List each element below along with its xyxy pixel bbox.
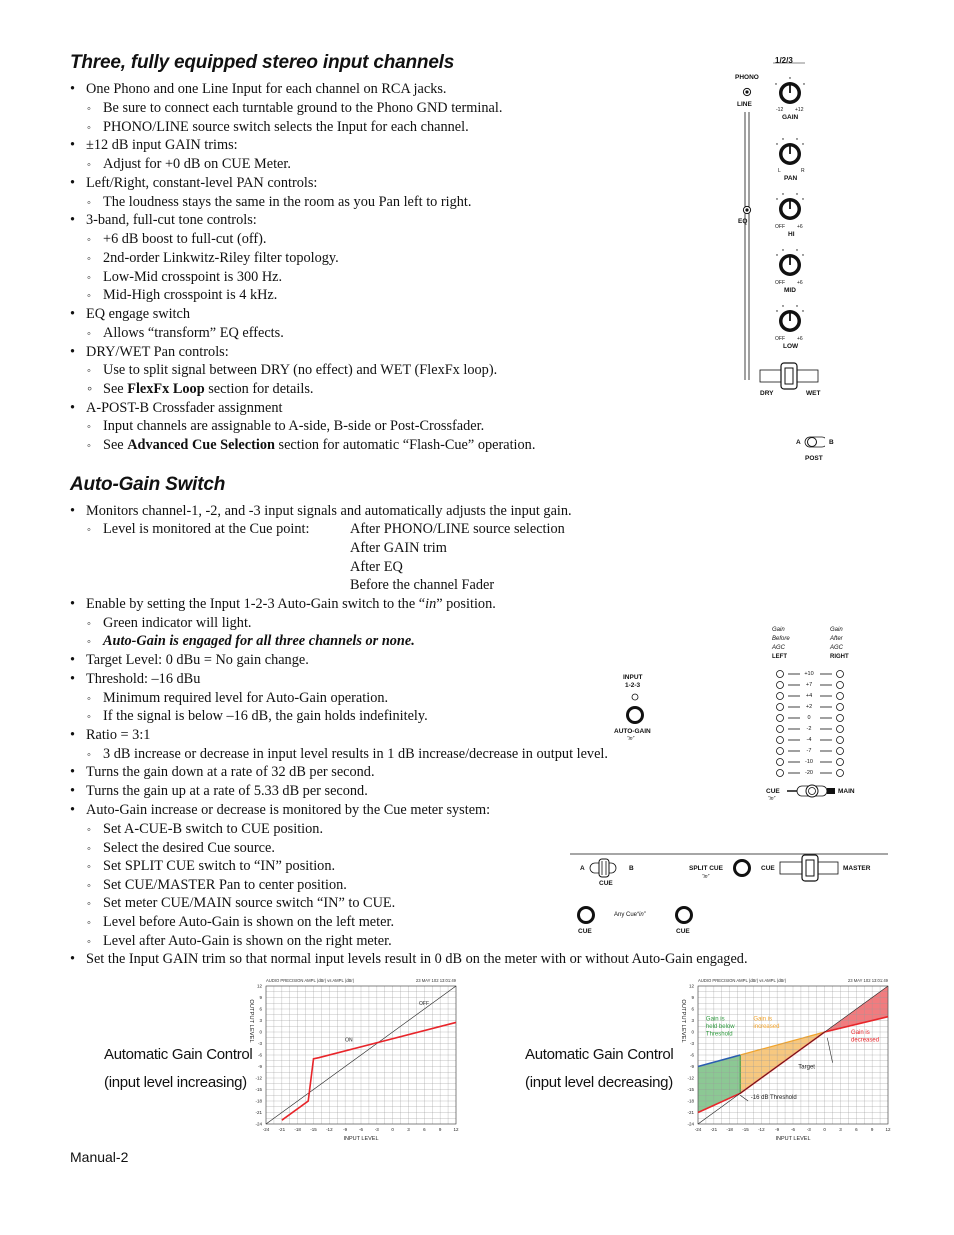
below-line: ◦ If the signal is below –16 dB, the gain holds indefinitely. bbox=[87, 708, 428, 724]
low-off-label: OFF bbox=[775, 336, 785, 342]
y-tick-label: 0 bbox=[691, 1029, 694, 1035]
left-meter-led bbox=[777, 671, 784, 678]
hi-label: HI bbox=[788, 231, 795, 238]
meter-scale-label: 0 bbox=[807, 715, 811, 721]
page-footer: Manual-2 bbox=[70, 1149, 129, 1165]
level-monitored-line: ◦ Level is monitored at the Cue point: bbox=[87, 521, 310, 537]
x-axis-label: INPUT LEVEL bbox=[343, 1136, 379, 1142]
x-tick-label: -21 bbox=[710, 1127, 718, 1132]
y-tick-label: -21 bbox=[687, 1110, 694, 1115]
meter-heading-word: AGC bbox=[830, 645, 844, 651]
right-meter-led bbox=[837, 693, 844, 700]
meter-heading-word: LEFT bbox=[772, 654, 787, 660]
pan-knob-icon bbox=[779, 143, 801, 165]
y-tick-label: -6 bbox=[689, 1052, 694, 1058]
sub-bullet-line: ◦ Use to split signal between DRY (no effect) and WET (FlexFx loop). bbox=[87, 362, 498, 379]
gain-knob-icon bbox=[779, 82, 801, 104]
held-annotation: Gain is bbox=[705, 1016, 725, 1023]
min-level-line: ◦ Minimum required level for Auto-Gain operation. bbox=[87, 690, 389, 706]
advanced-cue-ref: Advanced Cue Selection bbox=[127, 437, 275, 453]
cue-panel-a-label: A bbox=[580, 865, 585, 872]
left-meter-led bbox=[777, 737, 784, 744]
hi-plus6-label: +6 bbox=[797, 224, 803, 230]
left-meter-led bbox=[777, 759, 784, 766]
cue-right-button-icon bbox=[675, 906, 693, 924]
threshold-bullet: • Threshold: –16 dBu bbox=[70, 671, 201, 687]
engaged-line: ◦ Auto-Gain is engaged for all three channels or none. bbox=[87, 633, 415, 649]
x-tick-label: 12 bbox=[453, 1127, 459, 1132]
eq-label: EQ bbox=[738, 218, 748, 225]
x-tick-label: -9 bbox=[775, 1127, 780, 1132]
set-trim-bullet: • Set the Input GAIN trim so that normal input levels result in 0 dB on the meter with or without Auto-Gain engaged. bbox=[70, 951, 748, 967]
y-tick-label: -24 bbox=[687, 1121, 694, 1127]
section-title-auto-gain: Auto-Gain Switch bbox=[70, 474, 226, 495]
channel-number: 1/2/3 bbox=[775, 56, 793, 65]
see-flexfx-line: ◦ See FlexFx Loop section for details. bbox=[87, 381, 314, 397]
meter-scale-label: -10 bbox=[805, 759, 813, 765]
x-tick-label: -3 bbox=[806, 1127, 811, 1132]
increased-annotation: increased bbox=[753, 1024, 780, 1030]
x-tick-label: -18 bbox=[726, 1127, 733, 1132]
chart-header-left: AUDIO PRECISION AMPL (dBr) vs AMPL (dBr) bbox=[698, 978, 787, 983]
x-tick-label: -6 bbox=[790, 1127, 796, 1132]
x-tick-label: 0 bbox=[823, 1127, 826, 1132]
right-meter-led bbox=[837, 726, 844, 733]
x-tick-label: 9 bbox=[870, 1127, 874, 1132]
meter-heading-word: Before bbox=[772, 636, 790, 642]
meter-scale-label: -2 bbox=[806, 726, 812, 732]
pan-label: PAN bbox=[784, 175, 798, 182]
wet-label: WET bbox=[806, 390, 821, 397]
right-meter-led bbox=[837, 682, 844, 689]
meter-scale-label: -7 bbox=[806, 748, 812, 754]
input-label: INPUT bbox=[623, 674, 643, 681]
x-tick-label: -15 bbox=[310, 1127, 317, 1132]
x-tick-label: -15 bbox=[742, 1127, 749, 1132]
main-meter-label: MAIN bbox=[838, 788, 855, 795]
right-meter-led bbox=[837, 671, 844, 678]
ratio-bullet: • Ratio = 3:1 bbox=[70, 727, 151, 743]
input-number-label: 1-2-3 bbox=[625, 682, 641, 689]
cue-step-line: ◦ Set meter CUE/MAIN source switch “IN” to CUE. bbox=[87, 895, 396, 912]
y-tick-label: -18 bbox=[687, 1098, 694, 1104]
a-cue-b-slider-icon bbox=[590, 859, 616, 877]
x-tick-label: -9 bbox=[343, 1127, 348, 1132]
chart-header-right: 23 MAY 102 13:01:49 bbox=[415, 978, 456, 983]
x-tick-label: 3 bbox=[407, 1127, 410, 1132]
sub-bullet-line: ◦ +6 dB boost to full-cut (off). bbox=[87, 231, 267, 247]
cue-meter-in-label: “in” bbox=[768, 796, 776, 802]
x-tick-label: -12 bbox=[758, 1127, 765, 1132]
bullet-line: • One Phono and one Line Input for each channel on RCA jacks. bbox=[70, 81, 447, 97]
left-meter-led bbox=[777, 715, 784, 722]
b-label: B bbox=[829, 439, 834, 446]
y-tick-label: -18 bbox=[255, 1098, 262, 1104]
split-cue-in-label: “in” bbox=[702, 874, 710, 880]
cue-bottom-left-label: CUE bbox=[578, 928, 592, 935]
right-meter-led bbox=[837, 748, 844, 755]
y-tick-label: -3 bbox=[689, 1041, 694, 1046]
line-label: LINE bbox=[737, 101, 752, 108]
left-meter-led bbox=[777, 682, 784, 689]
cue-step-line: ◦ Select the desired Cue source. bbox=[87, 839, 275, 856]
sub-bullet-line: ◦ 2nd-order Linkwitz-Riley filter topology. bbox=[87, 249, 339, 266]
sub-bullet-line: ◦ The loudness stays the same in the room as you Pan left to right. bbox=[87, 193, 472, 210]
cue-point-4: Before the channel Fader bbox=[350, 577, 495, 593]
y-tick-label: -3 bbox=[257, 1041, 262, 1046]
target-annotation: Target bbox=[798, 1064, 815, 1071]
sub-bullet-line: ◦ Low-Mid crosspoint is 300 Hz. bbox=[87, 268, 283, 285]
y-axis-label: OUTPUT LEVEL bbox=[680, 999, 686, 1043]
chart2-caption: Automatic Gain Control (input level decreasing) bbox=[525, 1046, 674, 1091]
low-plus6-label: +6 bbox=[797, 336, 803, 342]
x-tick-label: -21 bbox=[278, 1127, 286, 1132]
cue-main-switch-icon bbox=[785, 780, 837, 802]
chart-header-left: AUDIO PRECISION AMPL (dBr) vs AMPL (dBr) bbox=[266, 978, 355, 983]
pan-l-label: L bbox=[778, 168, 781, 174]
split-cue-button-icon bbox=[733, 859, 751, 877]
pan-r-label: R bbox=[801, 168, 805, 174]
cue-panel-diagram bbox=[570, 846, 890, 942]
bullet-line: • DRY/WET Pan controls: bbox=[70, 343, 229, 360]
sub-bullet-line: ◦ PHONO/LINE source switch selects the Input for each channel. bbox=[87, 118, 469, 135]
meter-heading-word: AGC bbox=[772, 645, 786, 651]
meter-heading-word: RIGHT bbox=[830, 654, 849, 660]
y-tick-label: -9 bbox=[689, 1064, 694, 1069]
ratio-detail-line: ◦ 3 dB increase or decrease in input level results in 1 dB increase/decrease in output level. bbox=[87, 746, 608, 762]
mid-knob-icon bbox=[779, 254, 801, 276]
y-tick-label: -15 bbox=[687, 1087, 694, 1092]
dry-label: DRY bbox=[760, 390, 774, 397]
x-tick-label: -18 bbox=[294, 1127, 301, 1132]
right-meter-led bbox=[837, 704, 844, 711]
right-meter-led bbox=[837, 715, 844, 722]
y-tick-label: -24 bbox=[255, 1121, 262, 1127]
decreased-annotation: decreased bbox=[851, 1037, 880, 1044]
cue-point-1: After PHONO/LINE source selection bbox=[350, 521, 565, 537]
bullet-line: • Left/Right, constant-level PAN controls: bbox=[70, 174, 318, 191]
series-label: ON bbox=[345, 1037, 353, 1044]
left-meter-led bbox=[777, 693, 784, 700]
agc-decreasing-chart bbox=[670, 974, 900, 1146]
y-tick-label: -21 bbox=[255, 1110, 262, 1115]
mid-off-label: OFF bbox=[775, 280, 785, 286]
right-meter-led bbox=[837, 737, 844, 744]
gain-label: GAIN bbox=[782, 114, 799, 121]
threshold-annotation: -16 dB Threshold bbox=[750, 1095, 797, 1102]
see-advanced-cue-line: ◦ See Advanced Cue Selection section for automatic “Flash-Cue” operation. bbox=[87, 437, 536, 453]
target-bullet: • Target Level: 0 dBu = No gain change. bbox=[70, 652, 309, 668]
sub-bullet-line: ◦ Allows “transform” EQ effects. bbox=[87, 324, 284, 341]
cue-meter-label: CUE bbox=[766, 788, 780, 795]
left-meter-led bbox=[777, 770, 784, 777]
x-tick-label: 3 bbox=[839, 1127, 842, 1132]
eq-toggle-icon bbox=[743, 206, 750, 213]
agc-increasing-chart bbox=[238, 974, 468, 1146]
sub-bullet-line: ◦ Be sure to connect each turntable ground to the Phono GND terminal. bbox=[87, 99, 503, 116]
y-tick-label: -6 bbox=[257, 1052, 262, 1058]
monitored-bullet: • Auto-Gain increase or decrease is monitored by the Cue meter system: bbox=[70, 802, 491, 818]
a-post-b-switch-icon bbox=[805, 437, 825, 447]
section-title-input-channels: Three, fully equipped stereo input channels bbox=[70, 52, 455, 73]
meter-heading-word: Gain bbox=[830, 627, 843, 633]
chart-header-right: 23 MAY 102 13:01:49 bbox=[847, 978, 888, 983]
low-label: LOW bbox=[783, 343, 799, 350]
left-meter-led bbox=[777, 726, 784, 733]
y-tick-label: -12 bbox=[255, 1075, 262, 1081]
y-tick-label: -15 bbox=[255, 1087, 262, 1092]
cue-step-line: ◦ Level after Auto-Gain is shown on the right meter. bbox=[87, 932, 392, 949]
x-tick-label: 6 bbox=[423, 1127, 426, 1132]
y-tick-label: -12 bbox=[687, 1075, 694, 1081]
y-tick-label: 6 bbox=[691, 1006, 694, 1012]
down-bullet: • Turns the gain down at a rate of 32 dB per second. bbox=[70, 764, 375, 780]
bullet-line: • EQ engage switch bbox=[70, 306, 191, 322]
dry-wet-slider-icon bbox=[760, 363, 818, 389]
x-tick-label: -6 bbox=[358, 1127, 364, 1132]
y-tick-label: 0 bbox=[259, 1029, 262, 1035]
x-tick-label: -12 bbox=[326, 1127, 333, 1132]
y-tick-label: 3 bbox=[259, 1018, 262, 1023]
cue-right-label: CUE bbox=[761, 865, 775, 872]
increased-annotation: Gain is bbox=[753, 1016, 773, 1023]
meter-scale-label: +7 bbox=[805, 682, 813, 688]
right-meter-led bbox=[837, 770, 844, 777]
y-tick-label: 12 bbox=[256, 983, 262, 989]
bullet-line: • ±12 dB input GAIN trims: bbox=[70, 137, 238, 154]
meter-scale-label: +2 bbox=[805, 704, 813, 710]
cue-step-line: ◦ Set SPLIT CUE switch to “IN” position. bbox=[87, 858, 336, 875]
channel-strip-diagram bbox=[725, 50, 825, 470]
meter-scale-label: +10 bbox=[804, 671, 814, 677]
enable-bullet: • Enable by setting the Input 1-2-3 Auto-Gain switch to the “in” position. bbox=[70, 596, 496, 612]
a-label: A bbox=[796, 439, 801, 446]
cue-step-line: ◦ Set A-CUE-B switch to CUE position. bbox=[87, 821, 324, 837]
sub-bullet-line: ◦ Mid-High crosspoint is 4 kHz. bbox=[87, 287, 278, 304]
meter-scale-label: +4 bbox=[805, 693, 813, 699]
x-tick-label: -3 bbox=[374, 1127, 379, 1132]
x-tick-label: -24 bbox=[262, 1127, 270, 1132]
right-meter-led bbox=[837, 759, 844, 766]
y-tick-label: 3 bbox=[691, 1018, 694, 1023]
cue-master-slider-icon bbox=[780, 855, 838, 881]
green-line: ◦ Green indicator will light. bbox=[87, 615, 252, 631]
meter-scale-label: -20 bbox=[805, 770, 813, 776]
any-cue-label: Any Cue“in” bbox=[614, 912, 646, 918]
up-bullet: • Turns the gain up at a rate of 5.33 dB per second. bbox=[70, 783, 368, 799]
cue-panel-b-label: B bbox=[629, 865, 634, 872]
x-tick-label: 12 bbox=[885, 1127, 891, 1132]
split-cue-label: SPLIT CUE bbox=[689, 865, 723, 872]
hi-knob-icon bbox=[779, 198, 801, 220]
auto-gain-label: AUTO-GAIN bbox=[614, 728, 651, 735]
assign-line: ◦ Input channels are assignable to A-side, B-side or Post-Crossfader. bbox=[87, 418, 485, 434]
left-meter-led bbox=[777, 704, 784, 711]
cue-point-2: After GAIN trim bbox=[350, 540, 447, 556]
master-label: MASTER bbox=[843, 865, 871, 872]
x-tick-label: 0 bbox=[391, 1127, 394, 1132]
cue-left-button-icon bbox=[577, 906, 595, 924]
phono-line-toggle-icon bbox=[743, 88, 750, 95]
crossfader-bullet: • A-POST-B Crossfader assignment bbox=[70, 400, 283, 416]
gain-min-label: -12 bbox=[776, 107, 784, 113]
gain-max-label: +12 bbox=[795, 107, 804, 113]
y-tick-label: 9 bbox=[259, 995, 262, 1000]
cue-step-line: ◦ Level before Auto-Gain is shown on the left meter. bbox=[87, 914, 395, 930]
cue-panel-cue-label: CUE bbox=[599, 880, 613, 887]
meter-scale-label: -4 bbox=[806, 737, 812, 743]
monitors-bullet: • Monitors channel-1, -2, and -3 input signals and automatically adjusts the input gain. bbox=[70, 503, 572, 519]
x-tick-label: -24 bbox=[694, 1127, 702, 1132]
series-label: OFF bbox=[419, 1001, 430, 1008]
hi-off-label: OFF bbox=[775, 224, 785, 230]
flexfx-loop-ref: FlexFx Loop bbox=[127, 381, 205, 397]
y-tick-label: 6 bbox=[259, 1006, 262, 1012]
mid-plus6-label: +6 bbox=[797, 280, 803, 286]
meter-heading-word: After bbox=[830, 636, 843, 642]
left-meter-led bbox=[777, 748, 784, 755]
cue-point-3: After EQ bbox=[350, 559, 403, 575]
held-annotation: Threshold bbox=[705, 1031, 733, 1038]
y-axis-label: OUTPUT LEVEL bbox=[248, 999, 254, 1043]
low-knob-icon bbox=[779, 310, 801, 332]
x-tick-label: 6 bbox=[855, 1127, 858, 1132]
bullet-line: • 3-band, full-cut tone controls: bbox=[70, 212, 257, 229]
x-axis-label: INPUT LEVEL bbox=[775, 1136, 811, 1142]
meter-heading-word: Gain bbox=[772, 627, 785, 633]
sub-bullet-line: ◦ Adjust for +0 dB on CUE Meter. bbox=[87, 156, 291, 172]
y-tick-label: -9 bbox=[257, 1064, 262, 1069]
decreased-annotation: Gain is bbox=[851, 1029, 870, 1036]
cue-bottom-right-label: CUE bbox=[676, 928, 690, 935]
mid-label: MID bbox=[784, 287, 796, 294]
y-tick-label: 9 bbox=[691, 995, 694, 1000]
x-tick-label: 9 bbox=[438, 1127, 442, 1132]
y-tick-label: 12 bbox=[688, 983, 694, 989]
held-annotation: held below bbox=[705, 1024, 735, 1030]
chart1-caption: Automatic Gain Control (input level increasing) bbox=[104, 1046, 253, 1091]
post-label: POST bbox=[805, 455, 823, 462]
phono-label: PHONO bbox=[735, 74, 759, 81]
auto-gain-in-label: “in” bbox=[627, 736, 635, 742]
cue-step-line: ◦ Set CUE/MASTER Pan to center position. bbox=[87, 876, 347, 893]
